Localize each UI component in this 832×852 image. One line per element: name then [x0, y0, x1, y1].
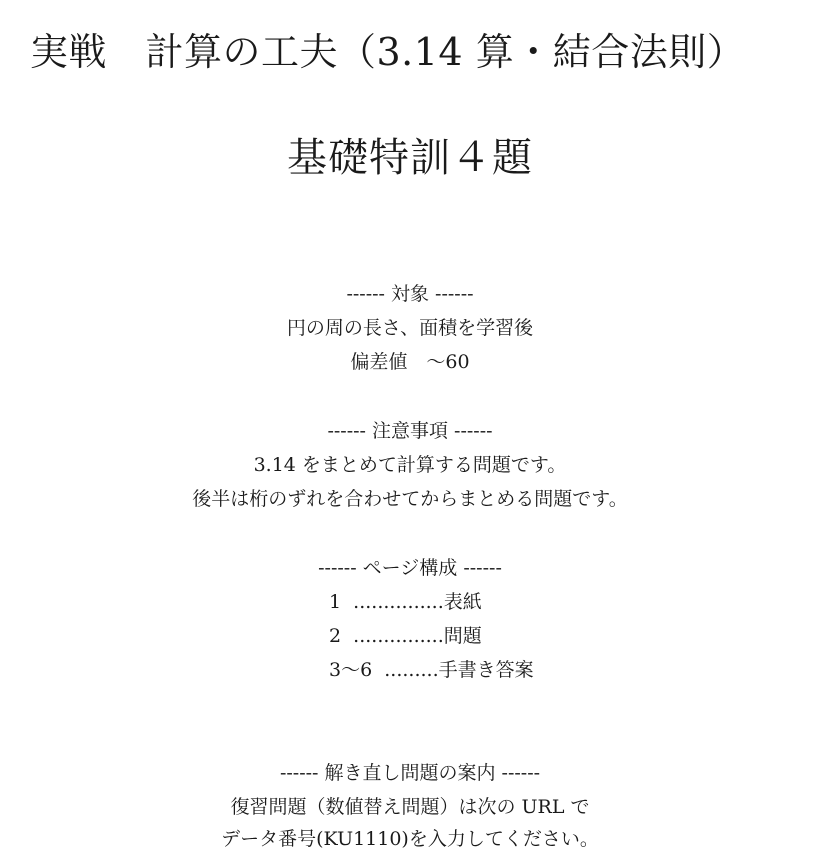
toc-item-label: 問題	[443, 625, 482, 647]
target-heading: ------ 対象 ------	[346, 283, 474, 305]
pages-heading: ------ ページ構成 ------	[318, 557, 502, 579]
target-line-1: 円の周の長さ、面積を学習後	[286, 317, 534, 339]
notes-heading: ------ 注意事項 ------	[327, 420, 493, 442]
toc-item	[329, 657, 534, 683]
toc-item-label: 表紙	[443, 591, 482, 613]
toc-item-leader: .........	[372, 659, 439, 681]
review-line-2: データ番号(KU1110)を入力してください。	[221, 828, 599, 850]
review-line-1: 復習問題（数値替え問題）は次の URL で	[230, 796, 590, 818]
toc-item-number: 2	[329, 625, 342, 647]
document-subtitle: 基礎特訓４題	[287, 135, 533, 181]
toc-item-label: 手書き答案	[438, 659, 534, 681]
toc-item-number: 3～6	[329, 659, 373, 681]
document-title: 実戦 計算の工夫（3.14 算・結合法則）	[30, 30, 746, 74]
target-line-2: 偏差値 ～60	[350, 351, 470, 373]
review-heading: ------ 解き直し問題の案内 ------	[279, 762, 541, 784]
toc-item-number: 1	[329, 591, 342, 613]
notes-line-1: 3.14 をまとめて計算する問題です。	[253, 454, 567, 476]
toc-item-leader: ...............	[341, 591, 444, 613]
notes-line-2: 後半は桁のずれを合わせてからまとめる問題です。	[192, 488, 628, 510]
toc-item	[329, 623, 482, 649]
toc-item	[329, 589, 482, 615]
toc-item-leader: ...............	[341, 625, 444, 647]
